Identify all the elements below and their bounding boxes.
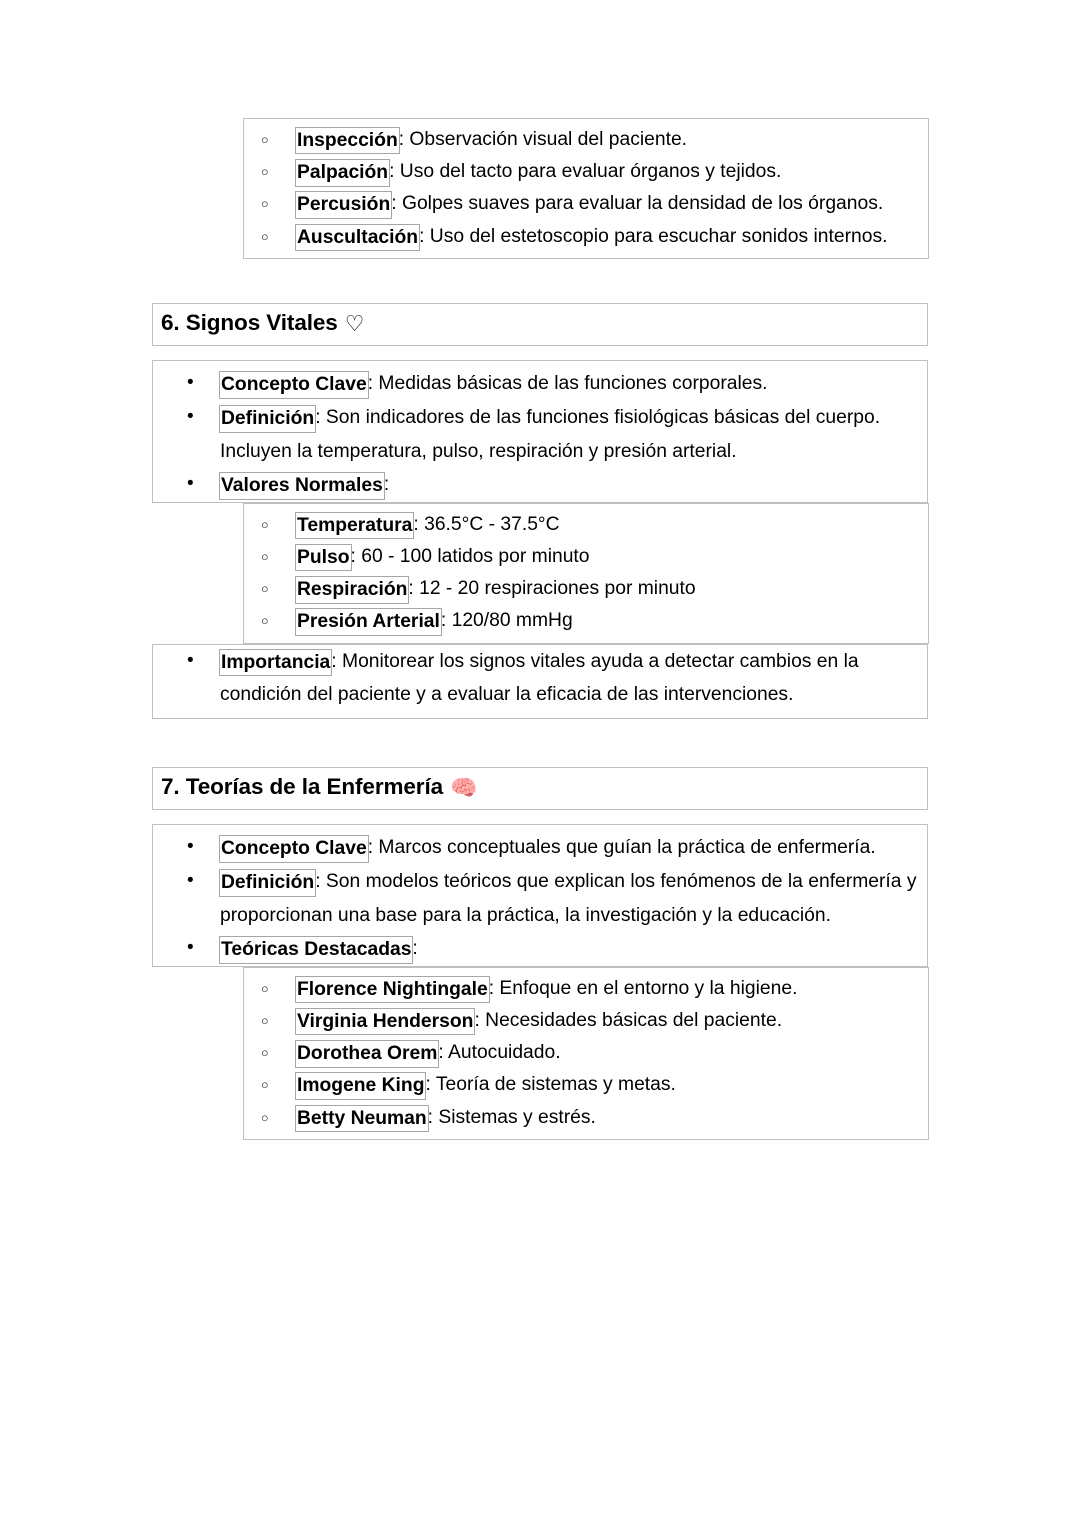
term-label: Inspección: [295, 127, 400, 154]
section-6-header: [152, 303, 928, 347]
list-item: [244, 124, 928, 156]
list-item: [244, 973, 928, 1005]
term-separator: :: [315, 407, 321, 429]
term-label: Florence Nightingale: [295, 976, 490, 1003]
term-separator: :: [315, 871, 321, 893]
nursing-theorists-box: [243, 967, 929, 1140]
vital-signs-values-box: [243, 503, 929, 644]
list-item: [153, 645, 927, 712]
term-label: Betty Neuman: [295, 1105, 429, 1132]
section-6-importance-box: [152, 644, 928, 719]
list-item: [244, 221, 928, 253]
term-separator: :: [408, 578, 414, 600]
section-7-main-box: [152, 824, 928, 966]
item-text: 60 - 100 latidos por minuto: [355, 546, 590, 568]
item-text: 12 - 20 respiraciones por minuto: [413, 578, 696, 600]
section-6-main-list: [153, 367, 927, 501]
term-separator: :: [391, 193, 397, 215]
section-7-title: 7. Teorías de la Enfermería: [161, 773, 444, 799]
item-text: Observación visual del paciente.: [404, 129, 688, 150]
item-text: Teoría de sistemas y metas.: [430, 1074, 676, 1096]
vital-signs-values-list: [244, 509, 928, 638]
term-separator: :: [438, 1042, 444, 1064]
term-separator: :: [412, 938, 418, 960]
item-text: Golpes suaves para evaluar la densidad de los órganos.: [396, 193, 884, 215]
term-label: Temperatura: [295, 512, 414, 539]
term-label: Valores Normales: [219, 472, 385, 499]
term-separator: :: [389, 161, 395, 183]
item-text: 36.5°C - 37.5°C: [418, 513, 560, 535]
item-text: Son modelos teóricos que explican los fenómenos de la enfermería y proporcionan una base para la práctica, la investigación y la educación.: [220, 871, 917, 926]
term-label: Percusión: [295, 191, 392, 218]
heart-outline-icon: ♡: [344, 311, 365, 337]
item-text: Marcos conceptuales que guían la práctica de enfermería.: [373, 837, 876, 859]
item-text: 120/80 mmHg: [446, 610, 573, 632]
term-label: Respiración: [295, 576, 409, 603]
list-item: [153, 831, 927, 865]
term-separator: :: [350, 546, 356, 568]
spacer: [152, 259, 928, 303]
section-6-title: 6. Signos Vitales: [161, 309, 338, 335]
term-label: Definición: [219, 869, 316, 896]
term-separator: :: [398, 129, 405, 150]
term-label: Dorothea Orem: [295, 1040, 439, 1067]
term-label: Concepto Clave: [219, 371, 369, 398]
term-label: Virginia Henderson: [295, 1008, 475, 1035]
term-separator: :: [419, 225, 425, 247]
term-label: Pulso: [295, 544, 352, 571]
term-label: Presión Arterial: [295, 608, 442, 635]
list-item: [153, 367, 927, 401]
exploration-methods-box: [243, 118, 929, 259]
list-item: [244, 188, 928, 220]
list-item: [153, 932, 927, 966]
term-separator: :: [413, 513, 419, 535]
item-text: Son indicadores de las funciones fisiológicas básicas del cuerpo. Incluyen la temperatura, pulso, respiración y presión arterial.: [220, 407, 881, 462]
brain-icon: 🧠: [450, 775, 478, 801]
section-7-main-list: [153, 831, 927, 965]
list-item: [244, 1069, 928, 1101]
term-separator: :: [331, 650, 337, 672]
item-text: Uso del estetoscopio para escuchar sonidos internos.: [424, 225, 888, 247]
list-item: [244, 573, 928, 605]
term-separator: :: [474, 1010, 480, 1032]
list-item: [244, 541, 928, 573]
item-text: Enfoque en el entorno y la higiene.: [494, 977, 798, 999]
list-item: [153, 401, 927, 468]
term-separator: :: [367, 837, 374, 859]
term-label: Definición: [219, 405, 316, 432]
spacer: [152, 719, 928, 767]
list-item: [244, 605, 928, 637]
section-6-importance-list: [153, 645, 927, 712]
section-7-header: [152, 767, 928, 811]
item-text: Sistemas y estrés.: [433, 1106, 596, 1128]
list-item: [244, 1037, 928, 1069]
term-label: Palpación: [295, 159, 390, 186]
spacer: [152, 346, 928, 360]
item-text: Autocuidado.: [443, 1042, 561, 1064]
list-item: [153, 865, 927, 932]
term-label: Imogene King: [295, 1072, 426, 1099]
spacer: [152, 810, 928, 824]
term-separator: :: [440, 610, 447, 632]
list-item: [244, 1102, 928, 1134]
list-item: [153, 468, 927, 502]
term-separator: :: [488, 977, 495, 999]
term-label: Concepto Clave: [219, 835, 369, 862]
term-label: Teóricas Destacadas: [219, 936, 413, 963]
item-text: Monitorear los signos vitales ayuda a detectar cambios en la condición del paciente y a evaluar la eficacia de las intervenciones.: [220, 650, 859, 706]
term-label: Importancia: [219, 649, 332, 676]
section-6-main-box: [152, 360, 928, 502]
term-separator: :: [427, 1106, 433, 1128]
term-separator: :: [425, 1074, 431, 1096]
item-text: Necesidades básicas del paciente.: [479, 1010, 783, 1032]
term-label: Auscultación: [295, 224, 420, 251]
item-text: Medidas básicas de las funciones corporales.: [373, 373, 768, 395]
term-separator: :: [367, 373, 374, 395]
list-item: [244, 509, 928, 541]
list-item: [244, 1005, 928, 1037]
term-separator: :: [383, 474, 390, 496]
nursing-theorists-list: [244, 973, 928, 1134]
exploration-methods-list: [244, 124, 928, 253]
item-text: Uso del tacto para evaluar órganos y tejidos.: [394, 161, 782, 183]
list-item: [244, 156, 928, 188]
